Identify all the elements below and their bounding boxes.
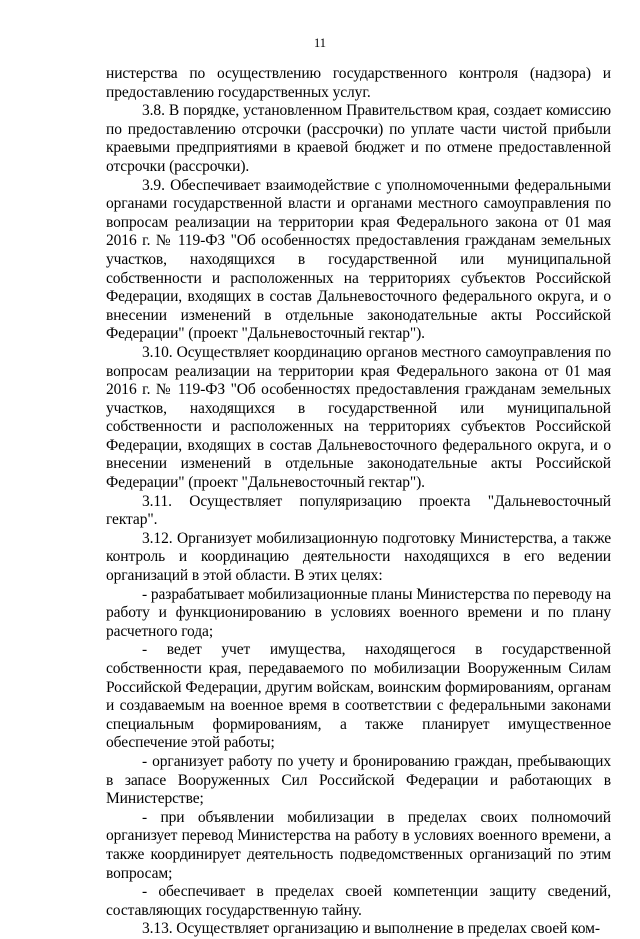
list-item-mobilization-plans: - разрабатывает мобилизационные планы Министерства по переводу на работу и функционированию в условиях военного времени и по плану расчетного года; — [106, 585, 611, 640]
document-body — [106, 65, 611, 939]
paragraph-3-9: 3.9. Обеспечивает взаимодействие с уполномоченными федеральными органами государственной власти и органами местного самоуправления по вопросам реализации на территории края Федерального закона от 01 мая 2016 г. № 119-ФЗ "Об особенностях предоставления гражданам земельных участков, находящихся в государственной или муниципальной собственности и расположенных на территориях субъектов Российской Федерации, входящих в состав Дальневосточного федерального округа, и о внесении изменений в отдельные законодательные акты Российской Федерации" (проект "Дальневосточный гектар"). — [106, 176, 611, 343]
paragraph-3-12: 3.12. Организует мобилизационную подготовку Министерства, а также контроль и координацию деятельности находящихся в его ведении организаций в этой области. В этих целях: — [106, 529, 611, 585]
page-number: 11 — [313, 36, 327, 50]
paragraph-3-8: 3.8. В порядке, установленном Правительством края, создает комиссию по предоставлению отсрочки (рассрочки) по уплате части чистой прибыли краевыми предприятиями в краевой бюджет и по отмене предоставленной отсрочки (рассрочки). — [106, 102, 611, 175]
list-item-reserve-registration: - организует работу по учету и бронированию граждан, пребывающих в запасе Вооруженных Сил Российской Федерации и работающих в Министерстве; — [106, 752, 611, 808]
paragraph-3-13: 3.13. Осуществляет организацию и выполнение в пределах своей ком- — [142, 920, 600, 938]
list-item-property-accounting: - ведет учет имущества, находящегося в государственной собственности края, передаваемого по мобилизации Вооруженным Силам Российской Федерации, другим войскам, воинским формированиям, органам и создаваемым на военное время в соответствии с федеральными законами специальным формированиям, а также планирует имущественное обеспечение этой работы; — [106, 641, 611, 752]
paragraph-continuation: нистерства по осуществлению государственного контроля (надзора) и предоставлению государственных услуг. — [106, 65, 611, 101]
list-item-mobilization-transfer: - при объявлении мобилизации в пределах своих полномочий организует перевод Министерства на работу в условиях военного времени, а также координирует деятельность подведомственных организаций по этим вопросам; — [106, 808, 611, 882]
paragraph-3-11: 3.11. Осуществляет популяризацию проекта "Дальневосточный гектар". — [106, 492, 611, 529]
paragraph-3-10: 3.10. Осуществляет координацию органов местного самоуправления по вопросам реализации на территории края Федерального закона от 01 мая 2016 г. № 119-ФЗ "Об особенностях предоставления гражданам земельных участков, находящихся в государственной или муниципальной собственности и расположенных на территориях субъектов Российской Федерации, входящих в состав Дальневосточного федерального округа, и о внесении изменений в отдельные законодательные акты Российской Федерации" (проект "Дальневосточный гектар"). — [106, 343, 611, 492]
list-item-state-secret-protection: - обеспечивает в пределах своей компетенции защиту сведений, составляющих государственную тайну. — [106, 883, 611, 919]
